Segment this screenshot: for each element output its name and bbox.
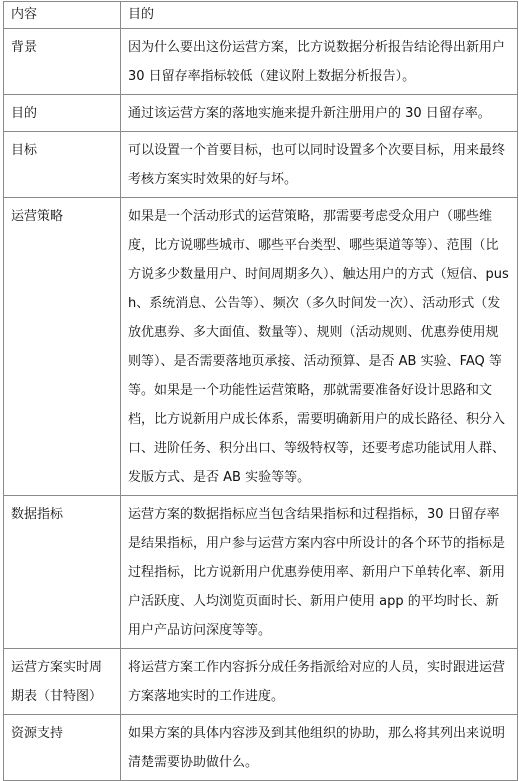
- header-cell-purpose: 目的: [121, 2, 518, 29]
- header-cell-content: 内容: [4, 2, 121, 29]
- table-row: [4, 198, 518, 496]
- row-label: 背景: [4, 29, 121, 95]
- table-row: [4, 496, 518, 649]
- row-content: 如果是一个活动形式的运营策略，那需要考虑受众用户（哪些维度，比方说哪些城市、哪些平台类型、哪些渠道等等）、范围（比方说多少数量用户、时间周期多久）、触达用户的方式（短信、push、系统消息、公告等）、频次（多久时间发一次）、活动形式（发放优惠券、多大面值、数量等）、规则（活动规则、优惠券使用规则等）、是否需要落地页承接、活动预算、是否 AB 实验、FAQ 等等。如果是一个功能性运营策略，那就需要准备好设计思路和文档，比方说新用户成长体系，需要明确新用户的成长路径、积分入口、进阶任务、积分出口、等级特权等，还要考虑功能试用人群、发版方式、是否 AB 实验等等。: [121, 198, 518, 496]
- row-label: 数据指标: [4, 496, 121, 649]
- content-table: [3, 1, 518, 781]
- table-row: [4, 715, 518, 781]
- row-content: 运营方案的数据指标应当包含结果指标和过程指标，30 日留存率是结果指标，用户参与运营方案内容中所设计的各个环节的指标是过程指标，比方说新用户优惠券使用率、新用户下单转化率、新用户活跃度、人均浏览页面时长、新用户使用 app 的平均时长、新用户产品访问深度等等。: [121, 496, 518, 649]
- row-label: 资源支持: [4, 715, 121, 781]
- table-row: [4, 649, 518, 715]
- table-row: [4, 29, 518, 95]
- row-label: 目标: [4, 132, 121, 198]
- row-label: 目的: [4, 95, 121, 132]
- row-content: 如果方案的具体内容涉及到其他组织的协助，那么将其列出来说明清楚需要协助做什么。: [121, 715, 518, 781]
- table-row: [4, 95, 518, 132]
- row-label: 运营策略: [4, 198, 121, 496]
- row-label: 运营方案实时周期表（甘特图）: [4, 649, 121, 715]
- row-content: 通过该运营方案的落地实施来提升新注册用户的 30 日留存率。: [121, 95, 518, 132]
- row-content: 将运营方案工作内容拆分成任务指派给对应的人员，实时跟进运营方案落地实时的工作进度。: [121, 649, 518, 715]
- row-content: 可以设置一个首要目标，也可以同时设置多个次要目标，用来最终考核方案实时效果的好与坏。: [121, 132, 518, 198]
- row-content: 因为什么要出这份运营方案，比方说数据分析报告结论得出新用户 30 日留存率指标较低（建议附上数据分析报告）。: [121, 29, 518, 95]
- table-header-row: [4, 2, 518, 29]
- table-row: [4, 132, 518, 198]
